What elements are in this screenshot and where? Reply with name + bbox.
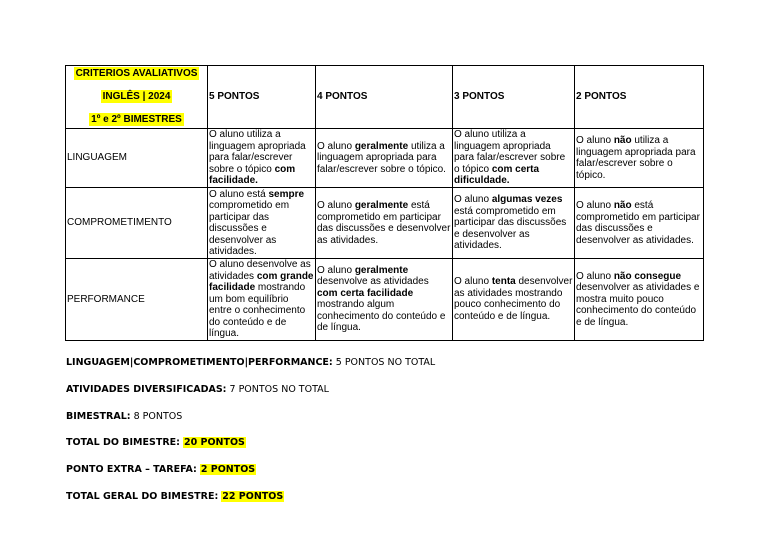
table-row-linguagem — [66, 129, 704, 188]
header-4-pontos: 4 PONTOS — [316, 66, 453, 129]
row-label: PERFORMANCE — [66, 259, 208, 341]
table-row-comprometimento — [66, 188, 704, 259]
table-header-row — [66, 66, 704, 129]
row-label: LINGUAGEM — [66, 129, 208, 188]
cell-2: O aluno não utiliza a linguagem apropriada para falar/escrever sobre o tópico. — [575, 129, 704, 188]
header-3-pontos: 3 PONTOS — [453, 66, 575, 129]
header-2-pontos: 2 PONTOS — [575, 66, 704, 129]
summary-line-ponto-extra: PONTO EXTRA – TAREFA: 2 PONTOS — [66, 464, 256, 475]
table-title-cell — [66, 66, 208, 129]
cell-3: O aluno algumas vezes está comprometido em participar das discussões e desenvolver as atividades. — [453, 188, 575, 259]
header-5-pontos: 5 PONTOS — [208, 66, 316, 129]
table-period: 1º e 2º BIMESTRES — [91, 114, 182, 125]
cell-3: O aluno tenta desenvolver as atividades mostrando pouco conhecimento do conteúdo e de língua. — [453, 259, 575, 341]
summary-line-total-bimestre: TOTAL DO BIMESTRE: 20 PONTOS — [66, 437, 245, 448]
cell-5: O aluno desenvolve as atividades com grande facilidade mostrando um bom equilíbrio entre o conhecimento do conteúdo e de língua. — [209, 259, 314, 339]
cell-5: O aluno utiliza a linguagem apropriada para falar/escrever sobre o tópico com facilidade. — [208, 129, 316, 188]
summary-line-atividades: ATIVIDADES DIVERSIFICADAS: 7 PONTOS NO TOTAL — [66, 384, 329, 395]
cell-4: O aluno geralmente desenvolve as atividades com certa facilidade mostrando algum conhecimento do conteúdo e de língua. — [316, 259, 453, 341]
table-subject: INGLÊS | 2024 — [102, 91, 171, 102]
cell-4: O aluno geralmente está comprometido em participar das discussões e desenvolver as atividades. — [316, 188, 453, 259]
summary-line-total-geral: TOTAL GERAL DO BIMESTRE: 22 PONTOS — [66, 491, 284, 502]
cell-3: O aluno utiliza a linguagem apropriada para falar/escrever sobre o tópico com certa dificuldade. — [453, 129, 575, 188]
cell-4: O aluno geralmente utiliza a linguagem apropriada para falar/escrever sobre o tópico. — [316, 129, 453, 188]
cell-2: O aluno não está comprometido em participar das discussões e desenvolver as atividades. — [575, 188, 704, 259]
table-title: CRITERIOS AVALIATIVOS — [75, 68, 198, 79]
criteria-table — [65, 65, 704, 341]
cell-5: O aluno está sempre comprometido em participar das discussões e desenvolver as atividades. — [208, 188, 316, 259]
row-label: COMPROMETIMENTO — [66, 188, 208, 259]
summary-line-components: LINGUAGEM|COMPROMETIMENTO|PERFORMANCE: 5 PONTOS NO TOTAL — [66, 357, 436, 368]
table-row-performance — [66, 259, 704, 341]
cell-2: O aluno não consegue desenvolver as atividades e mostra muito pouco conhecimento do conteúdo e de língua. — [575, 259, 704, 341]
summary-line-bimestral: BIMESTRAL: 8 PONTOS — [66, 411, 183, 422]
